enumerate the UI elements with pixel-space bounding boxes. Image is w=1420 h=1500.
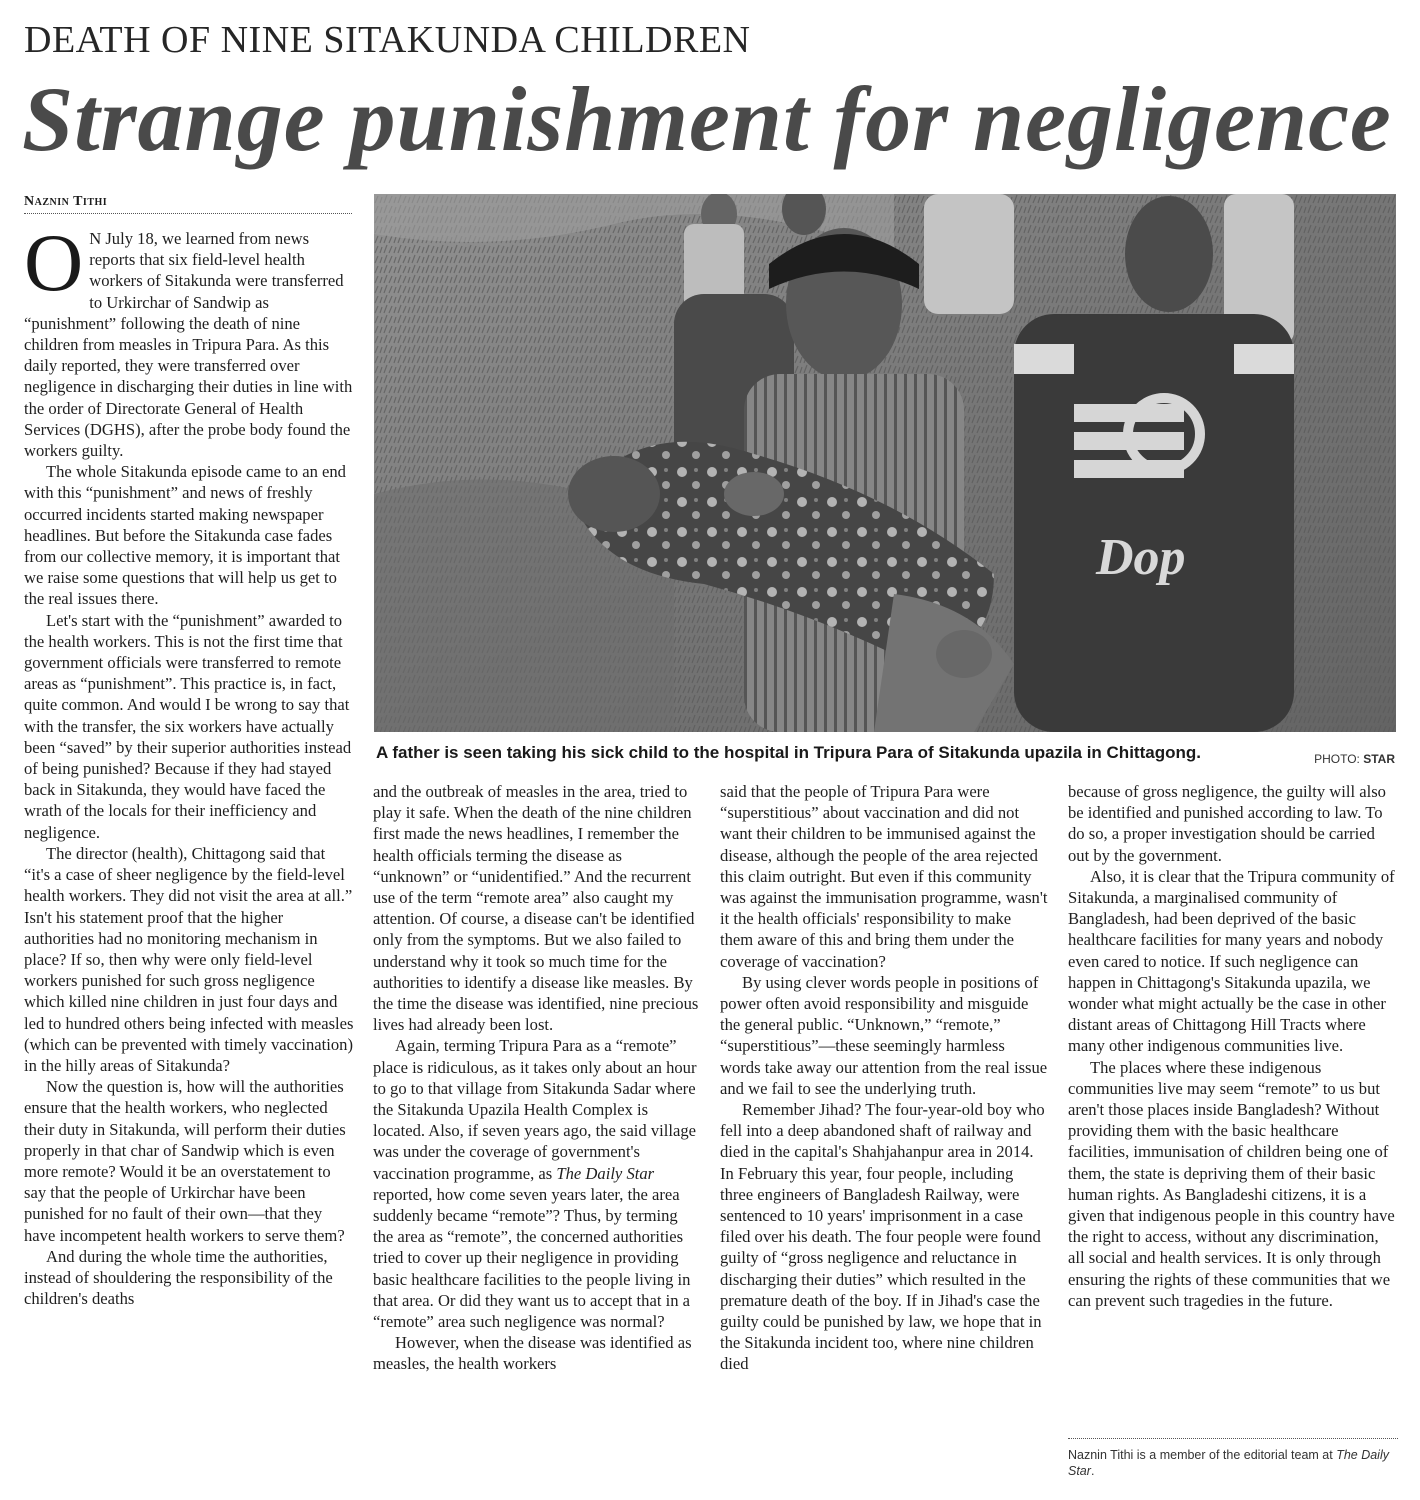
paragraph-7: and the outbreak of measles in the area, tried to play it safe. When the death of the nine children first made the news headlines, I remember the health officials terming the disease as “unknown” or “unidentified.” And the recurrent use of the term “remote area” also caught my attention. Of course, a disease can't be identified only from the symptoms. But we also failed to understand why it took so much time for the authorities to identify a disease like measles. By the time the disease was identified, nine precious lives had already been lost. (373, 782, 699, 1035)
drop-cap: O (24, 217, 84, 308)
photo-credit: PHOTO: STAR (1314, 752, 1395, 766)
paragraph-14: Also, it is clear that the Tripura community of Sitakunda, a marginalised community of Bangladesh, had been deprived of the basic healthcare facilities for many years and nobody even cared to notice. If such negligence can happen in Chittagong's Sitakunda upazila, we wonder what might actually be the case in other distant areas of Chittagong Hill Tracts where many other indigenous communities live. (1068, 866, 1395, 1056)
byline: Naznin Tithi (24, 194, 352, 214)
paragraph-3: Let's start with the “punishment” awarded to the health workers. This is not the first time that government officials were transferred to remote areas as “punishment”. This practice is, in fact, quite common. And would I be wrong to say that with the transfer, the six workers have actually been “saved” by their superior authorities instead of being punished? Because if they had stayed back in Sitakunda, they would have faced the wrath of the locals for their inefficiency and negligence. (24, 610, 352, 842)
paragraph-2: The whole Sitakunda episode came to an end with this “punishment” and news of freshly occurred incidents started making newspaper headlines. But before the Sitakunda case fades from our collective memory, it is important that we raise some questions that will help us get to the real issues there. (24, 462, 346, 609)
paragraph-10: said that the people of Tripura Para were “superstitious” about vaccination and did not want their children to be immunised against the disease, although the people of the area rejected this claim outright. But even if this community was against the immunisation programme, wasn't it the health officials' responsibility to make them aware of this and bring them under the coverage of vaccination? (720, 782, 1048, 971)
paragraph-12: Remember Jihad? The four-year-old boy who fell into a deep abandoned shaft of railway and died in the capital's Shahjahanpur area in 2014. In February this year, four people, including three engineers of Bangladesh Railway, were sentenced to 10 years' imprisonment in a case filed over his death. The four people were found guilty of “gross negligence and reluctance in discharging their duties” which resulted in the premature death of the boy. If in Jihad's case the guilty could be punished by law, we hope that in the Sitakunda incident too, where nine children died (720, 1100, 1045, 1374)
paragraph-5: Now the question is, how will the authorities ensure that the health workers, who neglected their duty in Sitakunda, will perform their duties properly in that char of Sandwip which is even more remote? Would it be an overstatement to say that the people of Urkirchar have been punished for no fault of their own—that they have incompetent health workers to serve them? (24, 1077, 346, 1245)
headline: Strange punishment for negligence (22, 68, 1392, 170)
kicker: DEATH OF NINE SITAKUNDA CHILDREN (24, 19, 751, 61)
paragraph-6: And during the whole time the authorities, instead of shouldering the responsibility of the children's deaths (24, 1246, 333, 1309)
paragraph-13: because of gross negligence, the guilty will also be identified and punished according to law. To do so, a proper investigation should be carried out by the government. (1068, 782, 1386, 865)
photo-illustration (374, 194, 1396, 732)
column-3 (720, 781, 1048, 1375)
paragraph-15: The places where these indigenous communities live may seem “remote” to us but aren't those places inside Bangladesh? Without providing them with the basic healthcare facilities, immunisation of children being one of them, the state is depriving them of their basic human rights. As Bangladeshi citizens, it is a given that indigenous people in this country have the right to access, without any discrimination, all social and health services. It is only through ensuring the rights of these communities that we can prevent such tragedies in the future. (1068, 1057, 1395, 1310)
author-note: Naznin Tithi is a member of the editorial team at The Daily Star. (1068, 1438, 1398, 1479)
photo-caption: A father is seen taking his sick child to the hospital in Tripura Para of Sitakunda upazila in Chittagong. (376, 743, 1201, 762)
paragraph-11: By using clever words people in positions of power often avoid responsibility and misguide the general public. “Unknown,” “remote,” “superstitious”—these seemingly harmless words take away our attention from the real issue and we fail to see the underlying truth. (720, 972, 1048, 1098)
column-1 (24, 217, 354, 1309)
paragraph-9: However, when the disease was identified as measles, the health workers (373, 1333, 692, 1374)
paragraph-8: Again, terming Tripura Para as a “remote” place is ridiculous, as it takes only about an hour to go to that village from Sitakunda Sadar where the Sitakunda Upazila Health Complex is located. Also, if seven years ago, the said village was under the coverage of government's vaccination programme, as The Daily Star reported, how come seven years later, the area suddenly became “remote”? Thus, by terming the area as “remote”, the concerned authorities tried to cover up their negligence in providing basic healthcare facilities to the people living in that area. Or did they want us to accept that in a “remote” area such negligence was normal? (373, 1036, 697, 1332)
column-4 (1068, 781, 1398, 1311)
shirt-print: Dop (1096, 529, 1186, 586)
paragraph-1: O N July 18, we learned from news reports that six field-level health workers of Sitakunda were transferred to Urkirchar of Sandwip as “punishment” following the death of nine children from measles in Tripura Para. As this daily reported, they were transferred over negligence in discharging their duties in line with the order of Directorate General of Health Services (DGHS), after the probe body found the workers guilty. (24, 217, 353, 461)
column-2 (373, 781, 701, 1375)
news-photo (374, 194, 1396, 732)
paragraph-4: The director (health), Chittagong said that “it's a case of sheer negligence by the field-level health workers. They did not visit the area at all.” Isn't his statement proof that the higher authorities had no monitoring mechanism in place? If so, then why were only field-level workers punished for such gross negligence which killed nine children in just four days and led to hundred others being infected with measles (which can be prevented with timely vaccination) in the hilly areas of Sitakunda? (24, 843, 354, 1075)
